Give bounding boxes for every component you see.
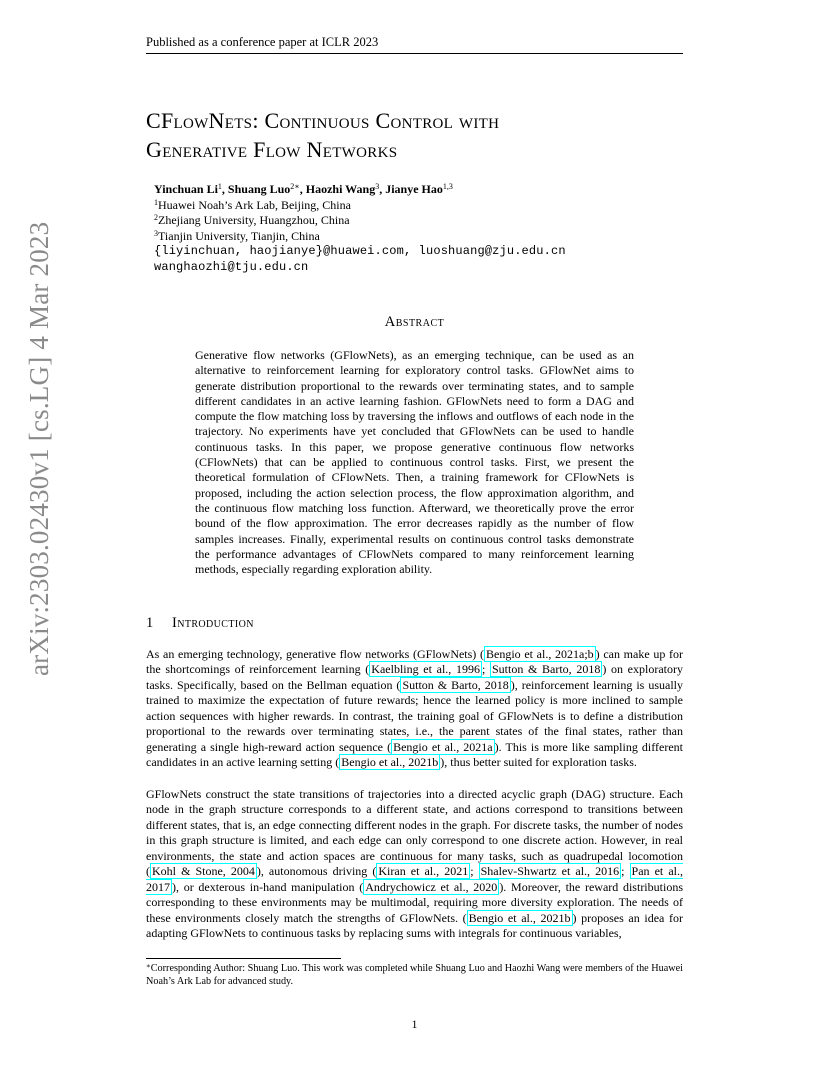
author-names <box>154 182 566 198</box>
footnote <box>146 962 683 989</box>
citation-link[interactable]: Bengio et al., 2021b <box>341 755 439 770</box>
page-number: 1 <box>411 1017 418 1031</box>
author-separator: , <box>379 182 386 196</box>
author-affil-mark: 1,3 <box>442 182 453 191</box>
paragraph: GFlowNets construct the state transitions of trajectories into a directed acyclic graph (DAG) structure. Each node in the graph structure corresponds to a different state, and actions correspond to transitions between different states, that is, an edge connecting different nodes in the graph. For discrete tasks, the number of nodes in this graph structure is limited, and each edge can only correspond to one discrete action. However, in real environments, the state and action spaces are continuous for many tasks, such as quadrupedal locomotion ( Kohl & Stone, 2004 ), autonomous driving ( Kiran et al., 2021 ; Shalev-Shwartz et al., 2016 ; Pan et al., 2017 ), or dexterous in-hand manipulation ( Andrychowicz et al., 2020 ). Moreover, the reward distributions corresponding to these environments may be multimodal, requiring more diversity exploration. The needs of these environments closely match the strengths of GFlowNets. ( Bengio et al., 2021b ) proposes an idea for adapting GFlowNets to continuous tasks by replacing sums with integrals for continuous variables, <box>146 787 683 941</box>
author-emails: {liyinchuan, haojianye}@huawei.com, luoshuang@zju.edu.cn <box>154 244 566 259</box>
citation-link[interactable]: Bengio et al., 2021b <box>468 910 571 925</box>
citation-link[interactable]: Bengio et al., 2021a <box>393 739 493 754</box>
author-name: Yinchuan Li <box>154 182 218 196</box>
footnote-rule <box>146 958 341 959</box>
citation-link[interactable]: Bengio et al., 2021a;b <box>485 647 594 661</box>
author-name: Jianye Hao <box>385 182 443 196</box>
author-block <box>154 182 566 276</box>
author-affil-mark: 1 <box>217 182 222 191</box>
affiliation: $^3$Tianjin University, Tianjin, China <box>154 228 320 243</box>
footnote-mark: ∗ <box>146 962 151 970</box>
corresponding-author-mark[interactable]: ∗ <box>294 182 300 191</box>
citation-link[interactable]: Sutton & Barto, 2018 <box>491 662 601 677</box>
running-header: Published as a conference paper at ICLR 2023 <box>146 35 379 49</box>
header-rule <box>146 53 683 54</box>
title-line-1: CFlowNets: Continuous Control with <box>146 108 500 133</box>
abstract-heading: Abstract <box>384 314 445 330</box>
section-title: Introduction <box>172 615 254 631</box>
author-separator: , <box>221 182 228 196</box>
citation-link[interactable]: Kohl & Stone, 2004 <box>152 864 255 879</box>
title-line-2: Generative Flow Networks <box>146 137 398 162</box>
author-name: Shuang Luo <box>227 182 291 196</box>
author-name: Haozhi Wang <box>305 182 376 196</box>
citation-link[interactable]: Kaelbling et al., 1996 <box>371 662 480 677</box>
author-emails: wanghaozhi@tju.edu.cn <box>154 259 309 274</box>
affiliation: $^1$Huawei Noah’s Ark Lab, Beijing, China <box>154 197 351 212</box>
citation-link[interactable]: Pan et al., 2017 <box>146 864 683 894</box>
arxiv-identifier[interactable]: arXiv:2303.02430v1 [cs.LG] 4 Mar 2023 <box>24 221 54 676</box>
section-heading <box>146 615 254 632</box>
paper-title <box>146 106 706 164</box>
footnote-text: Corresponding Author: Shuang Luo. This work was completed while Shuang Luo and Haozhi Wang were members of the Huawei Noah’s Ark Lab for advanced study. <box>146 963 683 988</box>
citation-link[interactable]: Kiran et al., 2021 <box>378 864 469 879</box>
abstract-text: Generative flow networks (GFlowNets), as an emerging technique, can be used as an alternative to reinforcement learning for exploratory control tasks. GFlowNet aims to generate distribution proportional to the rewards over terminating states, and to sample different candidates in an active learning fashion. GFlowNets need to form a DAG and compute the flow matching loss by traversing the inflows and outflows of each node in the trajectory. No experiments have yet concluded that GFlowNets can be used to handle continuous tasks. In this paper, we propose generative continuous flow networks (CFlowNets) that can be applied to continuous control tasks. First, we present the theoretical formulation of CFlowNets. Then, a training framework for CFlowNets is proposed, including the action selection process, the flow approximation algorithm, and the continuous flow matching loss function. Afterward, we theoretically prove the error bound of the flow approximation. The error decreases rapidly as the number of flow samples increases. Finally, experimental results on continuous control tasks demonstrate the performance advantages of CFlowNets compared to many reinforcement learning methods, especially regarding exploration ability. <box>195 348 634 577</box>
author-separator: , <box>299 182 306 196</box>
section-number: 1 <box>146 615 154 631</box>
paragraph: As an emerging technology, generative flow networks (GFlowNets) ( Bengio et al., 2021a;b ) can make up for the shortcomings of reinforcement learning ( Kaelbling et al., 1996 ; Sutton & Barto, 2018 ) on exploratory tasks. Specifically, based on the Bellman equation ( Sutton & Barto, 2018 ), reinforcement learning is usually trained to maximize the expectation of future rewards; hence the learned policy is more inclined to sample action sequences with higher rewards. In contrast, the training goal of GFlowNets is to define a distribution proportional to the rewards over terminating states, i.e., the parent states of the final states, rather than generating a single high-reward action sequence ( Bengio et al., 2021a ). This is more like sampling different candidates in an active learning setting ( Bengio et al., 2021b ), thus better suited for exploration tasks. <box>146 647 683 770</box>
author-affil-mark: 3 <box>375 182 380 191</box>
citation-link[interactable]: Andrychowicz et al., 2020 <box>365 879 498 894</box>
citation-link[interactable]: Shalev-Shwartz et al., 2016 <box>480 864 620 879</box>
affiliation: $^2$Zhejiang University, Huangzhou, China <box>154 213 350 228</box>
author-affil-mark: 2∗ <box>290 182 300 191</box>
citation-link[interactable]: Sutton & Barto, 2018 <box>402 677 509 692</box>
